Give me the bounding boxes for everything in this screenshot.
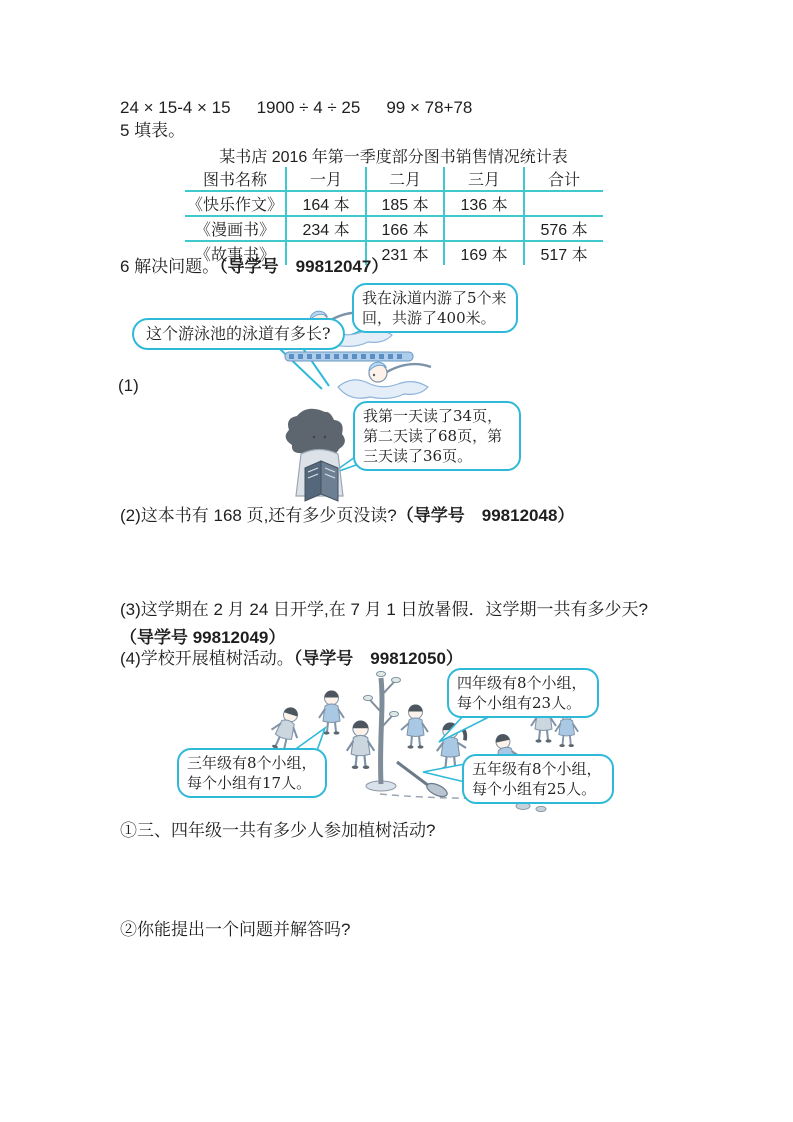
- speech-bubble-swim-right: 我在泳道内游了5个来回，共游了400米。: [352, 283, 518, 333]
- cell-mar: [444, 216, 524, 241]
- cell-feb: 231 本: [366, 241, 444, 265]
- speech-bubble-swim-left: 这个游泳池的泳道有多长?: [132, 318, 345, 350]
- item-3-text: (3)这学期在 2 月 24 日开学,在 7 月 1 日放暑假．这学期一共有多少天?: [120, 600, 649, 619]
- subquestion-2: ②你能提出一个问题并解答吗?: [120, 920, 351, 939]
- question-6-text: 6 解决问题。: [120, 257, 220, 276]
- sapling-tree-icon: [364, 671, 401, 791]
- cell-mar: 169 本: [444, 241, 524, 265]
- table-header-row: [185, 167, 603, 191]
- child-icon: [319, 691, 344, 735]
- cell-total: 517 本: [524, 241, 603, 265]
- child-icon: [347, 721, 375, 770]
- item-2-ref: （导学号 99812048）: [396, 506, 575, 525]
- speech-bubble-grade4: 四年级有8个小组，每个小组有23人。: [447, 668, 599, 718]
- tree-planting-illustration: [175, 666, 615, 816]
- item-3-ref: （导学号 99812049）: [120, 628, 286, 647]
- table-row: [185, 191, 603, 216]
- question-6-ref: （导学号 99812047）: [219, 257, 389, 276]
- child-icon: [401, 705, 428, 749]
- question-6-label: [120, 256, 388, 278]
- expression-3: 99 × 78+78: [386, 98, 473, 117]
- cell-jan: 164 本: [286, 191, 366, 216]
- table-row: [185, 216, 603, 241]
- cell-book-name: 《快乐作文》: [187, 197, 284, 214]
- item-2-line: [120, 505, 574, 527]
- stone-icon: [536, 806, 546, 811]
- table-title: 某书店 2016 年第一季度部分图书销售情况统计表: [219, 149, 568, 166]
- bubble-tail-grade5: [423, 764, 465, 782]
- shovel-icon: [397, 762, 449, 799]
- item-2-text: (2)这本书有 168 页,还有多少页没读?: [120, 506, 397, 525]
- boy-reading-icon: [286, 409, 345, 501]
- cell-feb: 166 本: [366, 216, 444, 241]
- col-header-feb: 二月: [366, 167, 444, 191]
- cell-total: [524, 191, 603, 216]
- cell-total: 576 本: [524, 216, 603, 241]
- item-3-line: [120, 596, 678, 652]
- item-4-ref: （导学号 99812050）: [293, 649, 463, 668]
- speech-bubble-read: 我第一天读了34页，第二天读了68页，第三天读了36页。: [353, 401, 521, 471]
- swimmer-bottom-icon: [338, 362, 431, 398]
- cell-feb: 185 本: [366, 191, 444, 216]
- col-header-mar: 三月: [444, 167, 524, 191]
- speech-bubble-grade5: 五年级有8个小组，每个小组有25人。: [462, 754, 614, 804]
- col-header-book-name: 图书名称: [203, 172, 268, 189]
- cell-book-name: 《漫画书》: [195, 222, 276, 239]
- expression-line: [120, 97, 498, 119]
- reading-illustration: [285, 398, 525, 505]
- swimming-illustration: [130, 283, 555, 400]
- subquestion-1: ①三、四年级一共有多少人参加植树活动?: [120, 821, 436, 840]
- cell-jan: 234 本: [286, 216, 366, 241]
- cell-mar: 136 本: [444, 191, 524, 216]
- col-header-jan: 一月: [286, 167, 366, 191]
- item-1-label: (1): [118, 376, 139, 395]
- item-4-text: (4)学校开展植树活动。: [120, 649, 294, 668]
- question-5-label: 5 填表。: [120, 121, 186, 140]
- expression-1: 24 × 15-4 × 15: [120, 98, 231, 117]
- lane-rope: [285, 352, 413, 361]
- book-sales-table: [185, 167, 603, 265]
- speech-bubble-grade3: 三年级有8个小组，每个小组有17人。: [177, 748, 327, 798]
- expression-2: 1900 ÷ 4 ÷ 25: [256, 98, 361, 117]
- col-header-total: 合计: [524, 167, 603, 191]
- cell-book-name: 《故事书》: [195, 247, 276, 264]
